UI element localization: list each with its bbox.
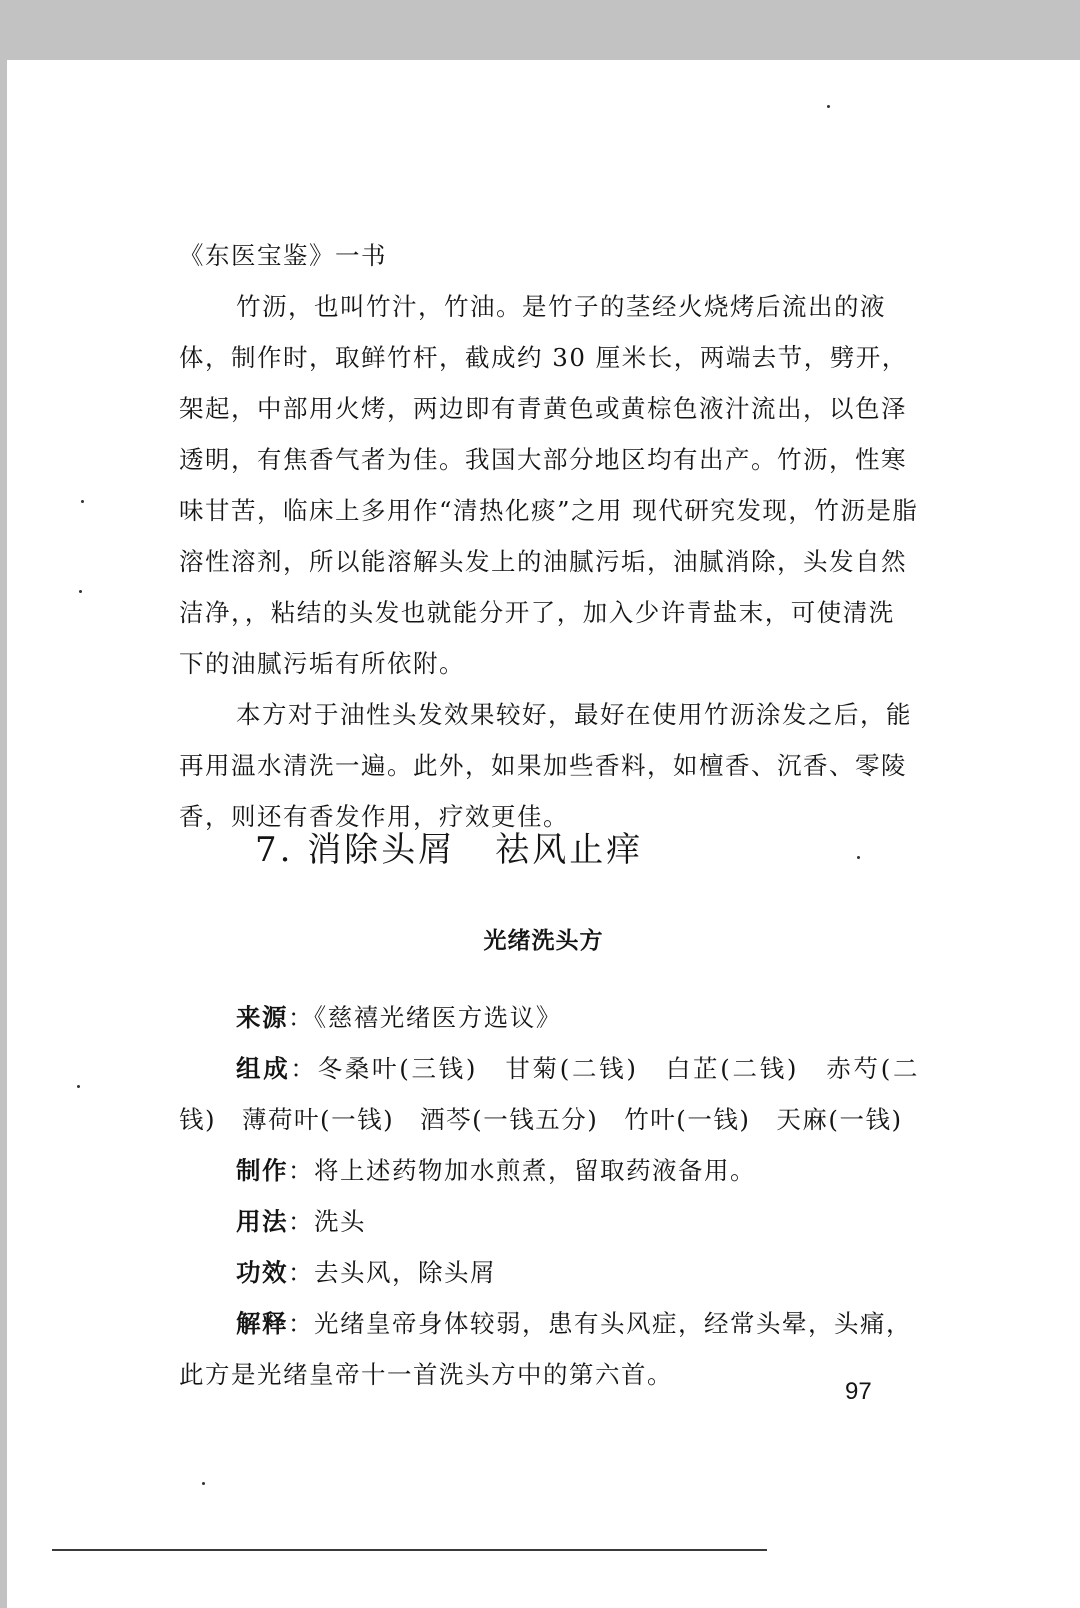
preparation-label: 制作: [236, 1156, 288, 1185]
composition-label: 组成: [236, 1054, 291, 1083]
composition-text: ：冬桑叶(三钱) 甘菊(二钱) 白芷(二钱) 赤芍(二钱) 薄荷叶(一钱) 酒芩(一钱五分) 竹叶(一钱) 天麻(一钱): [179, 1054, 920, 1134]
effect-text: ：去头风，除头屑: [288, 1258, 496, 1287]
recipe-source: [179, 992, 919, 1043]
recipe-composition: [179, 1043, 919, 1145]
scan-speck: [79, 590, 82, 593]
source-label: 来源: [236, 1003, 288, 1032]
section-title-part-1: 消除头屑: [307, 830, 456, 870]
source-text: ：《慈禧光绪医方选议》: [288, 1003, 562, 1032]
scan-bottom-line: [52, 1549, 767, 1551]
explanation-label: 解释: [236, 1309, 288, 1338]
recipe-usage: [179, 1196, 919, 1247]
scan-speck: [857, 856, 860, 859]
book-page: [7, 60, 1080, 1608]
paragraph-bamboo-sap: 竹沥，也叫竹汁，竹油。是竹子的茎经火烧烤后流出的液体，制作时，取鲜竹杆，截成约 30 厘米长，两端去节，劈开，架起，中部用火烤，两边即有青黄色或黄棕色液汁流出，以色泽透明，有焦香气者为佳。我国大部分地区均有出产。竹沥，性寒味甘苦，临床上多用作“清热化痰”之用 现代研究发现，竹沥是脂溶性溶剂，所以能溶解头发上的油腻污垢，油腻消除，头发自然洁净，，粘结的头发也就能分开了，加入少许青盐末，可使清洗下的油腻污垢有所依附。: [179, 292, 919, 678]
page-number: 97: [845, 1378, 872, 1405]
intro-fragment: 《东医宝鉴》一书: [179, 241, 387, 270]
recipe-effect: [179, 1247, 919, 1298]
recipe-details: [179, 992, 919, 1400]
scan-speck: [81, 500, 84, 503]
body-text: [179, 230, 919, 842]
recipe-title: 光绪洗头方: [483, 928, 604, 954]
usage-label: 用法: [236, 1207, 288, 1236]
explanation-text: ：光绪皇帝身体较弱，患有头风症，经常头晕，头痛，此方是光绪皇帝十一首洗头方中的第六首。: [179, 1309, 912, 1389]
effect-label: 功效: [236, 1258, 288, 1287]
section-number: 7.: [255, 830, 294, 870]
section-heading: [255, 822, 643, 871]
scan-speck: [77, 1085, 80, 1088]
scan-speck: [202, 1482, 205, 1485]
recipe-explanation: [179, 1298, 919, 1400]
preparation-text: ：将上述药物加水煎煮，留取药液备用。: [288, 1156, 756, 1185]
section-title-part-2: 祛风止痒: [495, 830, 644, 870]
recipe-preparation: [179, 1145, 919, 1196]
scan-speck: [827, 105, 830, 108]
usage-text: ：洗头: [288, 1207, 366, 1236]
paragraph-usage-note: 本方对于油性头发效果较好，最好在使用竹沥涂发之后，能再用温水清洗一遍。此外，如果加些香料，如檀香、沉香、零陵香，则还有香发作用，疗效更佳。: [179, 700, 912, 831]
